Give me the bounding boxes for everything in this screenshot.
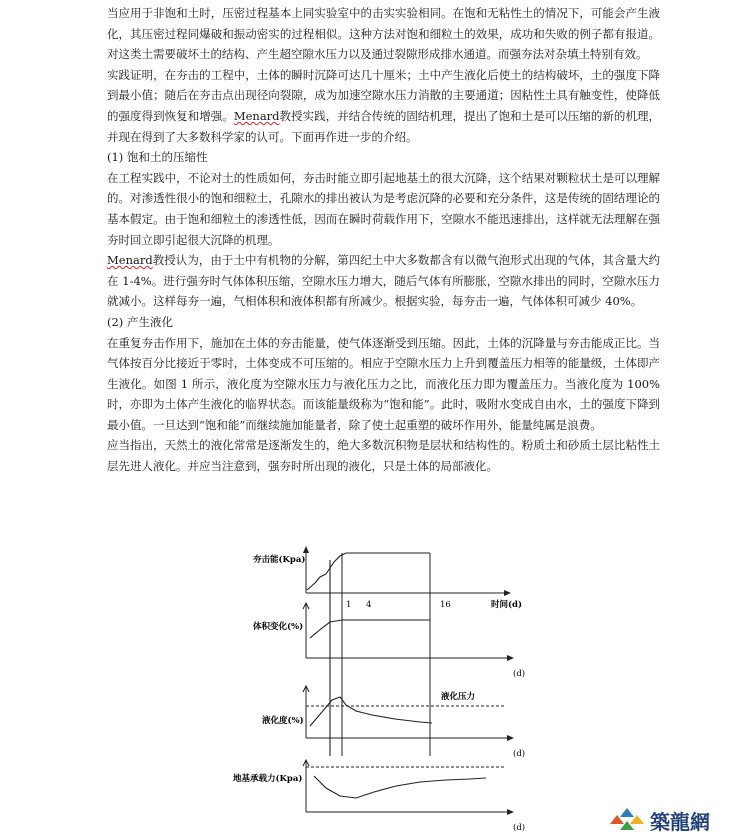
logo-text: 築龍網	[650, 810, 710, 832]
panel-liquefaction	[262, 686, 525, 759]
heading-liquefaction: (2) 产生液化	[107, 314, 173, 329]
panel-bearing	[233, 760, 525, 832]
paragraph-1: 当应用于非饱和土时，压密过程基本上同实验室中的击实实验相同。在饱和无粘性土的情况下，可能会产生液化，其压密过程同爆破和振动密实的过程相似。这种方法对饱和细粒土的效果，成功和失败的例子都有报道。对这类土需要破坏土的结构、产生超空隙水压力以及通过裂隙形成排水通道。而强夯法对杂填土特别有效。	[107, 6, 660, 62]
panel-volume	[253, 603, 525, 679]
bearing-curve	[314, 776, 486, 798]
tick-16: 16	[440, 600, 451, 610]
menard-name: Menard	[233, 108, 280, 123]
zhulong-logo	[603, 806, 750, 832]
panel-energy	[252, 547, 522, 610]
tick-4: 4	[366, 600, 372, 610]
liquefaction-curve	[310, 697, 432, 726]
paragraph-6: 应当指出，天然土的液化常常是逐渐发生的，绝大多数沉积物是层状和结构性的。粉质土和砂质土层比粘性土层先进人液化。并应当注意到，强夯时所出现的液化，只是土体的局部液化。	[107, 438, 660, 474]
paragraph-2-before: 实践证明，在夯击的工程中，土体的瞬时沉降可达几十厘米；土中产生液化后使土的结构破坏，土的强度下降到最小值；随后在夯击点出现径向裂隙，成为加速空隙水压力消散的主要通道；因粘性土具有触变性，使降低的强度得到恢复和增强。	[107, 67, 660, 123]
volume-axis-label: 体积变化(%)	[253, 622, 304, 632]
energy-axis-label: 夯击能(Kpa)	[253, 555, 306, 565]
heading-compressibility: (1) 饱和土的压缩性	[107, 150, 208, 165]
liquefaction-axis-label: 液化度(%)	[262, 716, 304, 726]
axis-d-2: (d)	[513, 669, 526, 679]
axis-d-4: (d)	[513, 823, 526, 832]
volume-curve	[310, 620, 430, 638]
menard-name-2: Menard	[107, 253, 153, 268]
tick-1: 1	[346, 600, 352, 610]
paragraph-2-after: 教授实践，并结合传统的固结机理，提出了饱和土是可以压缩的新的机理，并现在得到了大多数科学家的认可。下面再作进一步的介绍。	[107, 108, 660, 144]
energy-curve	[307, 553, 430, 590]
paragraph-3: 在工程实践中，不论对土的性质如何，夯击时能立即引起地基土的很大沉降，这个结果对颗粒状土是可以理解的。对渗透性很小的饱和细粒土，孔隙水的排出被认为是考虑沉降的必要和充分条件，这是传统的固结理论的基本假定。由于饱和细粒土的渗透性低，因而在瞬时荷载作用下，空隙水不能迅速排出，这样就无法理解在强夯时回立即引起很大沉降的机理。	[107, 170, 660, 247]
liquefaction-pressure-label: 液化压力	[441, 692, 476, 702]
paragraph-4-after: 教授认为，由于土中有机物的分解，第四纪土中大多数都含有以微气泡形式出现的气体，其含量大约在 1-4%。进行强夯时气体体积压缩，空隙水压力增大，随后气体有所膨胀，空隙水排出的同时，空隙水压力就减小。这样每夯一遍，气相体积和液体积都有所减少。根据实验，每夯击一遍，气体体积可减少 40%。	[107, 253, 660, 309]
time-axis-label: 时间(d)	[491, 600, 522, 610]
axis-d-3: (d)	[513, 749, 526, 759]
bearing-axis-label: 地基承载力(Kpa)	[233, 774, 303, 784]
paragraph-5: 在重复夯击作用下，施加在土体的夯击能量，使气体逐渐受到压缩。因此，土体的沉降量与夯击能成正比。当气体按百分比接近于零时，土体变成不可压缩的。相应于空隙水压力上升到覆盖压力相等的能量级，土体即产生液化。如图 1 所示，液化度为空隙水压力与液化压力之比，而液化压力即为覆盖压力。当液化度为 100%时，亦即为土体产生液化的临界状态。而该能量级称为“饱和能”。此时，吸附水变成自由水，土的强度下降到最小值。一旦达到“饱和能”而继续施加能量者，除了使土起重塑的破坏作用外，能量纯属是浪费。	[107, 335, 660, 432]
logo-icon	[610, 808, 644, 830]
